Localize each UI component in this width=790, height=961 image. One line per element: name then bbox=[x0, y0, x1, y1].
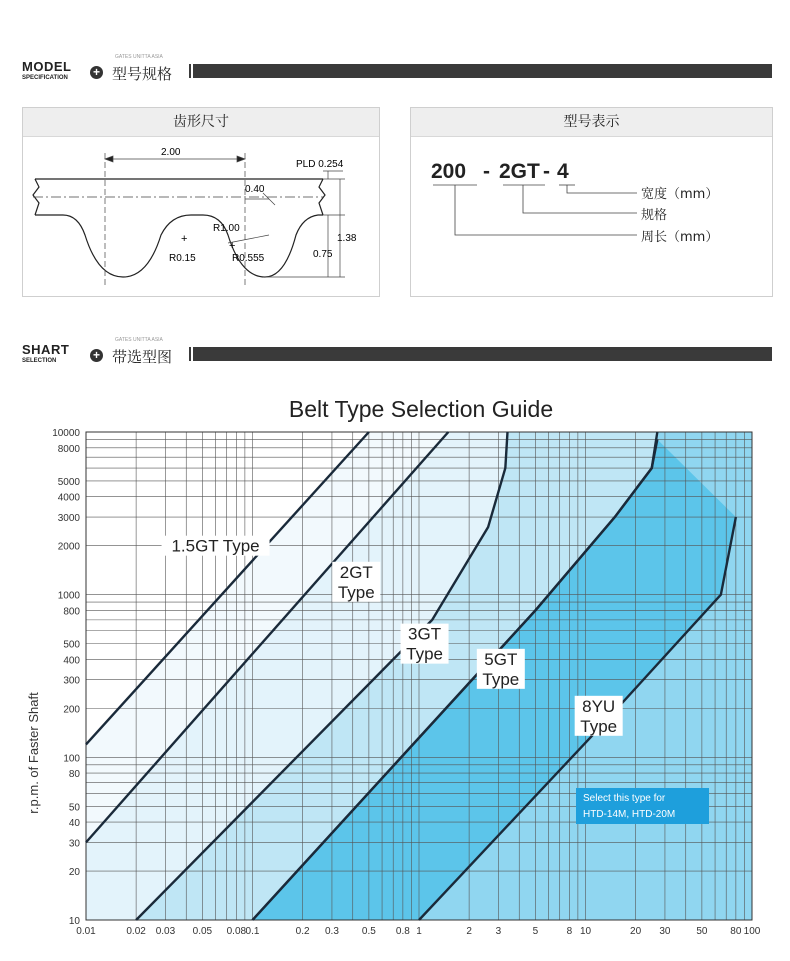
x-tick-label: 0.01 bbox=[76, 926, 96, 937]
section-en-subtitle: SELECTION bbox=[22, 358, 57, 364]
y-tick-label: 5000 bbox=[57, 476, 80, 488]
x-tick-labels bbox=[76, 926, 761, 937]
series-label: 1.5GT Type bbox=[171, 536, 260, 556]
x-tick-label: 3 bbox=[495, 926, 502, 937]
label-spec: 规格 bbox=[641, 208, 668, 223]
model-code-diagram bbox=[411, 137, 772, 295]
section-divider-bar bbox=[186, 347, 772, 361]
y-tick-label: 10000 bbox=[52, 428, 80, 439]
series-label: Type bbox=[337, 582, 375, 602]
model-code-dash: - bbox=[543, 160, 550, 183]
annotation-line-2: HTD-14M, HTD-20M bbox=[583, 809, 676, 820]
series-label: 8YU bbox=[582, 696, 616, 716]
x-tick-label: 8 bbox=[566, 926, 573, 937]
y-tick-label: 8000 bbox=[57, 443, 80, 455]
y-tick-label: 200 bbox=[63, 704, 80, 716]
y-tick-label: 40 bbox=[68, 818, 80, 830]
series-label: 5GT bbox=[484, 649, 518, 669]
width-leader bbox=[567, 185, 637, 193]
label-width: 宽度（mm） bbox=[641, 187, 719, 202]
y-tick-label: 1000 bbox=[57, 590, 80, 602]
brand-text: GATES UNITTA ASIA bbox=[115, 337, 163, 343]
plus-icon[interactable]: + bbox=[90, 349, 103, 362]
x-tick-label: 5 bbox=[532, 926, 539, 937]
section-divider-bar bbox=[186, 64, 772, 78]
y-tick-label: 4000 bbox=[57, 492, 80, 504]
y-tick-label: 3000 bbox=[57, 513, 80, 525]
x-tick-label: 0.02 bbox=[126, 926, 146, 937]
model-code-length: 200 bbox=[431, 160, 467, 183]
x-tick-label: 100 bbox=[743, 926, 761, 937]
chart-title: Belt Type Selection Guide bbox=[288, 396, 554, 422]
y-tick-label: 20 bbox=[68, 867, 80, 879]
series-label: Type bbox=[580, 716, 618, 736]
section-cn-title: 带选型图 bbox=[112, 348, 173, 366]
tooth-profile-line bbox=[35, 215, 323, 277]
x-tick-label: 0.2 bbox=[295, 926, 310, 937]
series-label: 2GT bbox=[339, 562, 373, 582]
annotation-line-1: Select this type for bbox=[583, 793, 666, 804]
section-cn-title: 型号规格 bbox=[112, 65, 173, 83]
x-tick-label: 80 bbox=[730, 926, 742, 937]
y-axis-label: r.p.m. of Faster Shaft bbox=[26, 692, 41, 814]
model-code-dash: - bbox=[483, 160, 490, 183]
y-tick-label: 400 bbox=[63, 655, 80, 667]
dim-r015-label: R0.15 bbox=[169, 253, 196, 264]
dim-pitch-label: 2.00 bbox=[161, 147, 181, 158]
brand-text: GATES UNITTA ASIA bbox=[115, 54, 163, 60]
x-tick-label: 0.05 bbox=[192, 926, 213, 937]
y-tick-label: 800 bbox=[63, 606, 80, 618]
x-tick-label: 20 bbox=[630, 926, 642, 937]
length-leader bbox=[455, 185, 637, 235]
model-code-title: 型号表示 bbox=[411, 108, 772, 137]
dim-r100-label: R1.00 bbox=[213, 223, 240, 234]
x-tick-label: 0.08 bbox=[226, 926, 247, 937]
dim-040-label: 0.40 bbox=[245, 184, 265, 195]
belt-selection-chart bbox=[0, 371, 790, 961]
series-label: Type bbox=[482, 669, 520, 689]
y-tick-label: 2000 bbox=[57, 541, 80, 553]
x-tick-label: 50 bbox=[696, 926, 708, 937]
model-code-panel bbox=[410, 107, 773, 297]
y-tick-label: 100 bbox=[63, 753, 80, 765]
series-label: Type bbox=[406, 644, 443, 664]
tooth-profile-title: 齿形尺寸 bbox=[23, 108, 379, 137]
y-tick-label: 500 bbox=[63, 639, 80, 651]
section-header-selection bbox=[22, 337, 772, 367]
section-en-subtitle: SPECIFICATION bbox=[22, 75, 68, 81]
svg-text:+: + bbox=[181, 233, 188, 245]
section-en-title bbox=[22, 343, 69, 365]
plus-icon[interactable]: + bbox=[90, 66, 103, 79]
dim-r0555-label: R0.555 bbox=[232, 253, 265, 264]
svg-text:+: + bbox=[229, 240, 236, 252]
tooth-profile-panel bbox=[22, 107, 380, 297]
x-tick-label: 1 bbox=[416, 926, 422, 937]
tooth-profile-diagram bbox=[23, 137, 379, 295]
section-en-title-text: MODEL bbox=[22, 59, 72, 74]
x-tick-label: 0.1 bbox=[245, 926, 260, 937]
series-label: 3GT bbox=[408, 624, 442, 644]
section-en-title bbox=[22, 60, 71, 82]
annotation-box bbox=[576, 788, 709, 824]
y-tick-labels bbox=[52, 428, 80, 927]
x-tick-label: 2 bbox=[466, 926, 472, 937]
y-tick-label: 10 bbox=[68, 916, 80, 927]
dim-138-label: 1.38 bbox=[337, 233, 357, 244]
section-en-title-text: SHART bbox=[22, 342, 70, 357]
section-header-model bbox=[22, 54, 772, 84]
y-tick-label: 50 bbox=[68, 802, 80, 814]
x-tick-label: 0.5 bbox=[361, 926, 376, 937]
y-tick-label: 300 bbox=[63, 675, 80, 687]
x-tick-label: 0.8 bbox=[395, 926, 410, 937]
dim-075-label: 0.75 bbox=[313, 249, 333, 260]
label-length: 周长（mm） bbox=[641, 230, 719, 245]
x-tick-label: 30 bbox=[659, 926, 671, 937]
y-tick-label: 80 bbox=[68, 769, 80, 781]
spec-leader bbox=[523, 185, 637, 213]
x-tick-label: 0.3 bbox=[324, 926, 339, 937]
dim-pld-label: PLD 0.254 bbox=[296, 159, 344, 170]
y-tick-label: 30 bbox=[68, 838, 80, 850]
x-tick-label: 0.03 bbox=[155, 926, 176, 937]
model-code-type: 2GT bbox=[499, 160, 540, 183]
x-tick-label: 10 bbox=[579, 926, 592, 937]
model-code-width: 4 bbox=[557, 160, 569, 183]
